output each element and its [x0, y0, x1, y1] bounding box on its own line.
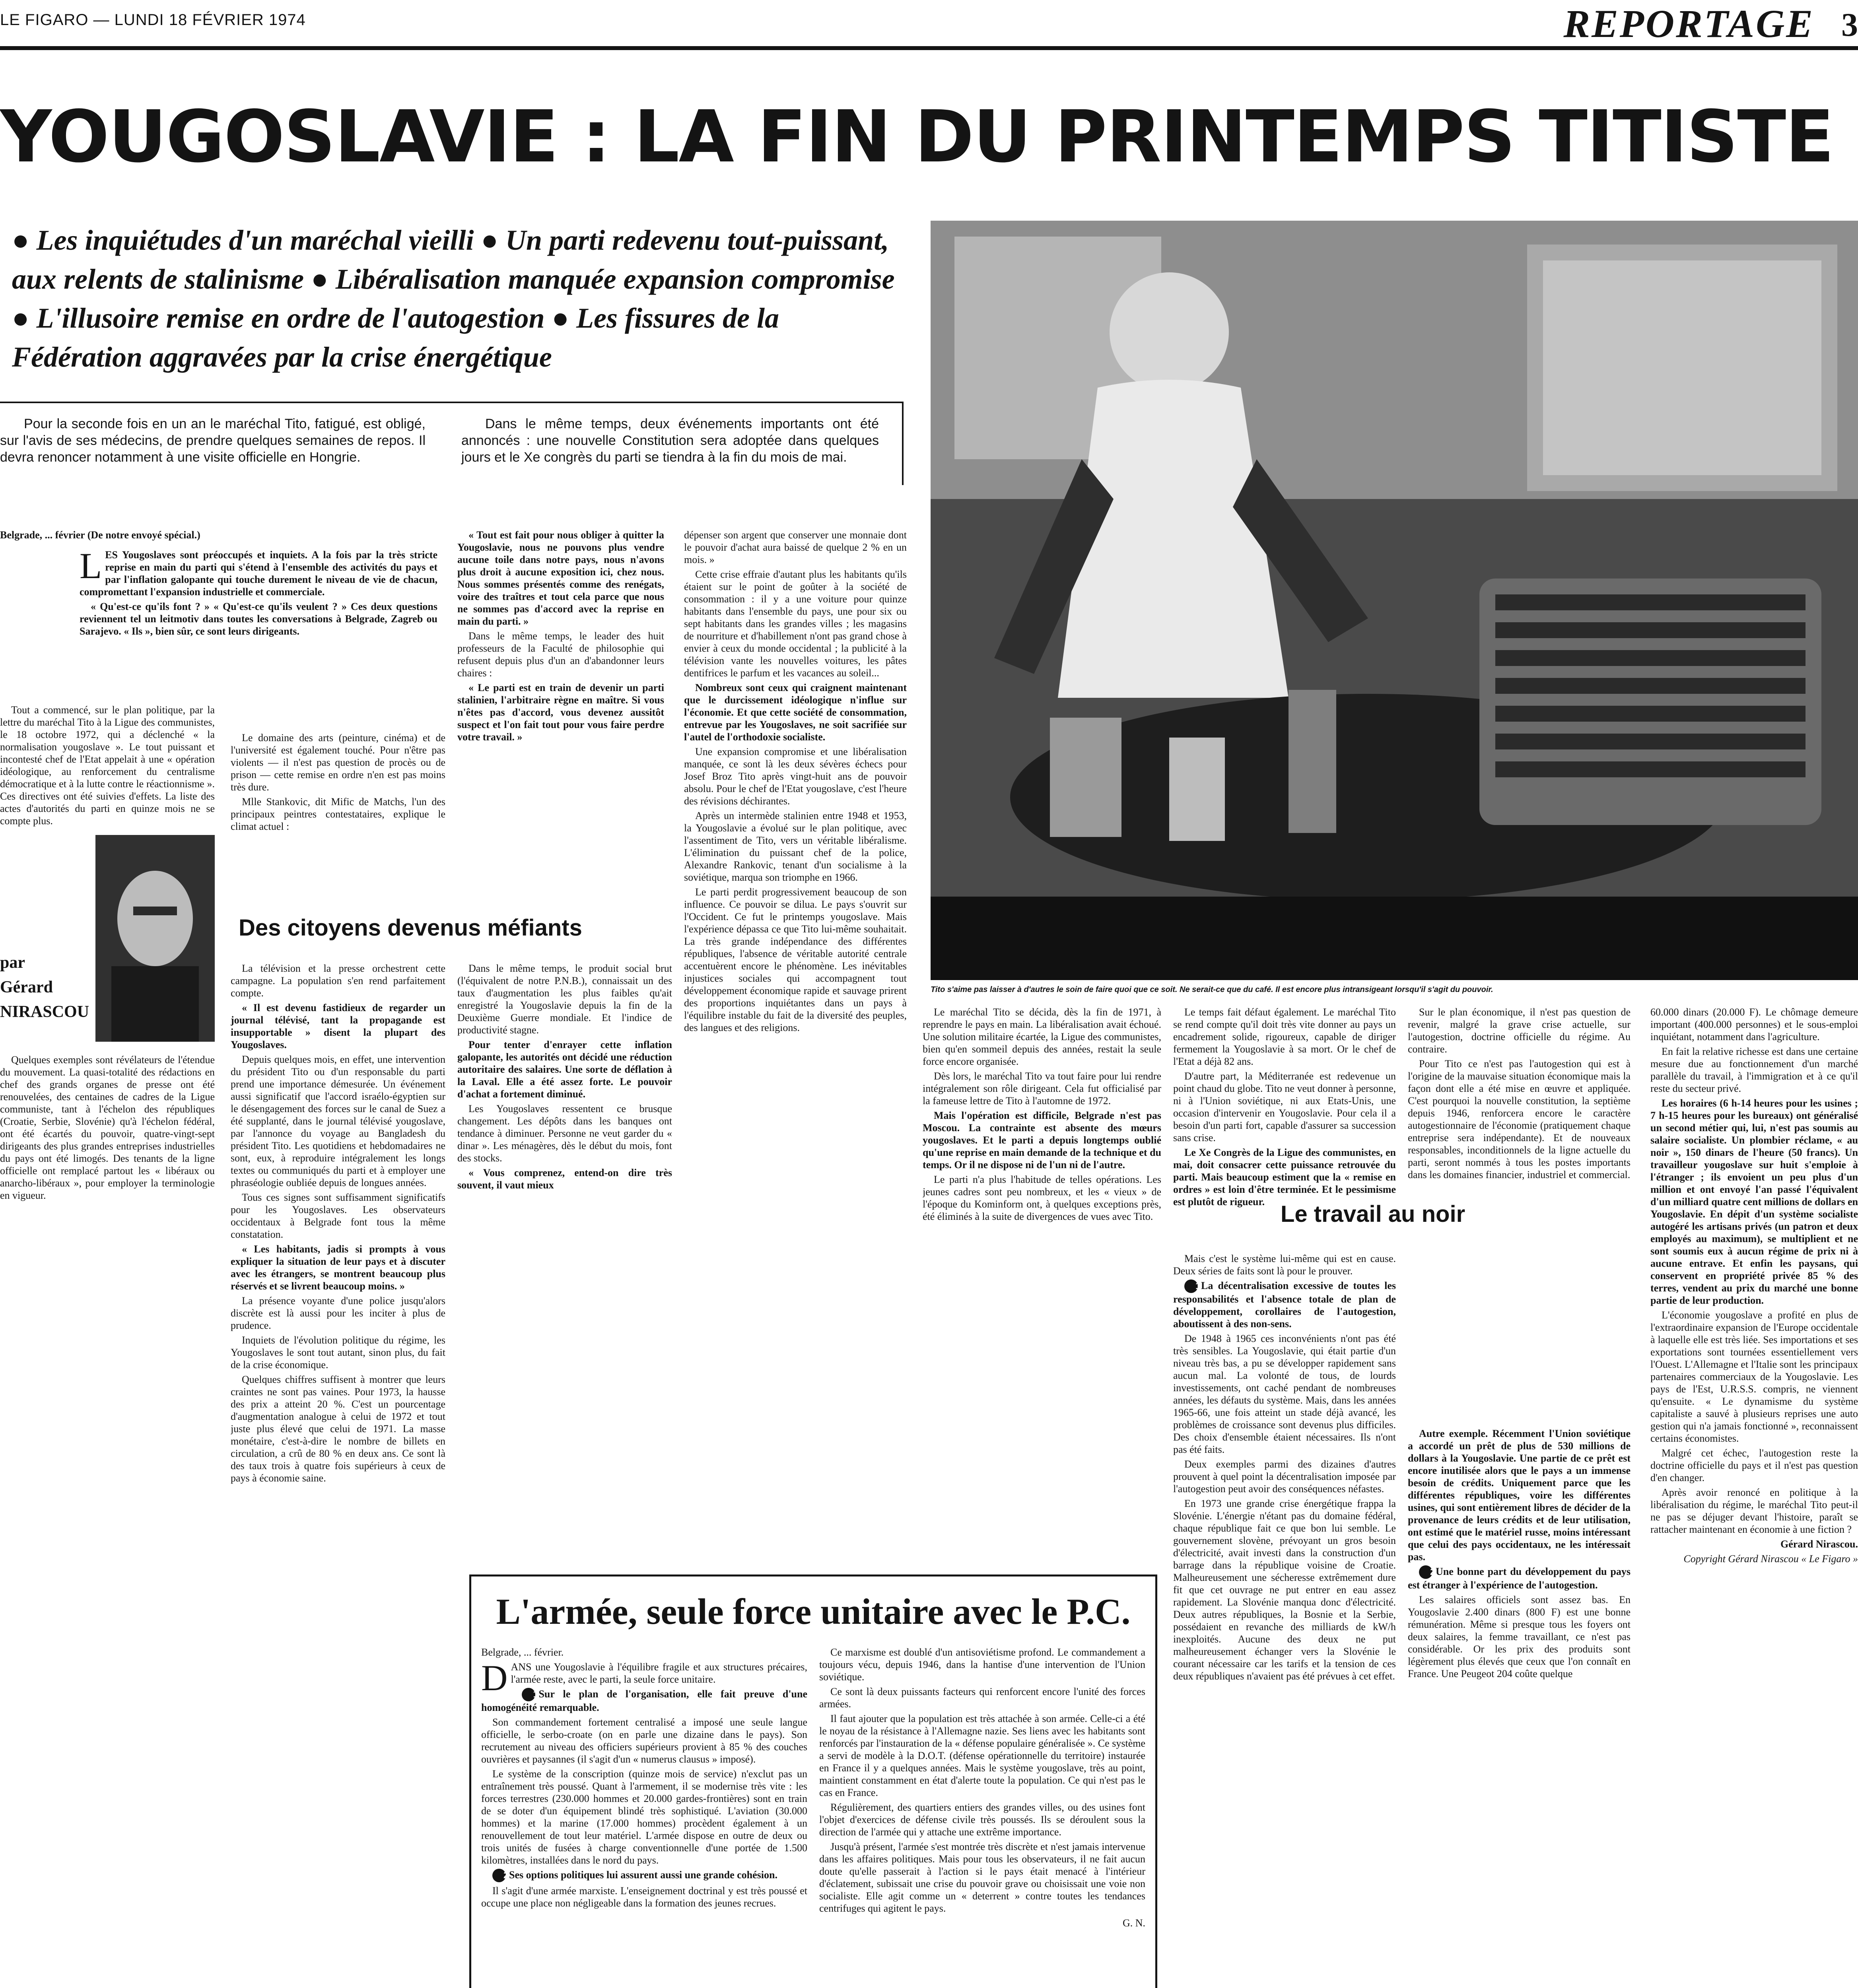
quote: « Les habitants, jadis si prompts à vous expliquer la situation de leur pays et à discuter avec les étrangers, se montrent beaucoup plus réservés et se livrent beaucoup moins. »	[231, 1243, 445, 1292]
number-one-icon: 1	[522, 1688, 535, 1701]
paragraph: dépenser son argent que conserver une monnaie dont le pouvoir d'achat aura baissé de quelque 2 % en un mois. »	[684, 529, 907, 565]
byline-last: NIRASCOU	[0, 1003, 89, 1021]
col2b-quotes	[457, 529, 664, 926]
page-number: 3	[1841, 6, 1858, 43]
numbered-item-text: Ses options politiques lui assurent aussi une grande cohésion.	[509, 1869, 777, 1881]
paragraph: L'économie yougoslave a profité en plus de l'extraordinaire expansion de l'Europe occidentale à laquelle elle est très liée. Ses importations et ses exportations sont tournées essentiellement vers l'Ouest. L'Allemagne et l'Italie sont les principaux partenaires commerciaux de la Yougoslavie. Les pays de l'Est, U.R.S.S. compris, ne viennent qu'ensuite. « Le dynamisme du système capitaliste a sauvé à plusieurs reprises une auto gestion qui n'a jamais fonctionné », reconnaissent certains économistes.	[1650, 1309, 1858, 1444]
deck-list	[12, 221, 899, 377]
deck-item: Les inquiétudes d'un maréchal vieilli	[36, 224, 474, 256]
armee-col-b	[819, 1646, 1145, 1988]
quote: « Il est devenu fastidieux de regarder un journal télévisé, tant la propagande est insupportable » disent la plupart des Yougoslaves.	[231, 1002, 445, 1050]
paragraph: Après avoir renoncé en politique à la libéralisation du régime, le maréchal Tito peut-il ne pas se déjuger devant l'histoire, paraît se rattacher maintenant en économie à une fiction ?	[1650, 1487, 1858, 1535]
col2-top	[231, 732, 445, 986]
paragraph: Pour Tito ce n'est pas l'autogestion qui est à l'origine de la mauvaise situation économique mais la façon dont elle a été mise en œuvre et appliquée. C'est pourquoi la nouvelle constitution, la septième depuis 1946, renforcera encore le caractère autogestionnaire de l'économie (pratiquement chaque entreprise sera indépendante). Et de nouveaux responsables, inconditionnels de la ligne actuelle du parti, seront nommés à tous les postes importants dans les domaines financier, industriel et commercial.	[1408, 1058, 1631, 1180]
travail-col-a	[1173, 1252, 1396, 1988]
paragraph: Il s'agit d'une armée marxiste. L'enseignement doctrinal y est très poussé et occupe une place non négligeable dans la formation des jeunes recrues.	[481, 1885, 807, 1909]
paragraph: En 1973 une grande crise énergétique frappa la Slovénie. L'énergie n'étant pas du domaine fédéral, chaque république fait ce que bon lui semble. Le gouvernement slovène, prévoyant un gros besoin d'électricité, avait investi dans la construction d'un barrage dans la république voisine de Croatie. Malheureusement une sécheresse extrêmement dure fit que cet ouvrage ne put entrer en eau assez rapidement. La Slovénie manqua donc d'électricité. Deux autres républiques, la Bosnie et la Serbie, possédaient en revanche des milliards de kW/h inexploités. Aucune des deux ne put malheureusement échanger vers la Slovénie le courant nécessaire car les tarifs et la tension de ces deux républiques n'avaient pas été prévues à cet effet.	[1173, 1498, 1396, 1682]
paragraph: Il faut ajouter que la population est très attachée à son armée. Celle-ci a été le noyau de la résistance à l'Allemagne nazie. Ses liens avec les habitants sont renforcés par l'instauration de la « défense populaire généralisée ». Ce système a servi de modèle à la D.O.T. (défense opérationnelle du territoire) instaurée en France il y a quelques années. Mais le système yougoslave, très au point, maintient constamment en état d'alerte toute la population. Ce qui n'est pas le cas en France.	[819, 1713, 1145, 1798]
deck-bullet-icon: ●	[12, 302, 37, 334]
paragraph: Le domaine des arts (peinture, cinéma) et de l'université est également touché. Pour n'être pas violents — il n'est pas question de procès ou de prison — cette remise en ordre n'en est pas moins très dure.	[231, 732, 445, 793]
copyright: Copyright Gérard Nirascou « Le Figaro »	[1683, 1553, 1858, 1565]
col1-body-a	[0, 704, 215, 835]
paragraph: Le parti n'a plus l'habitude de telles opérations. Les jeunes cadres sont peu nombreux, et les « vieux » de l'époque du Kominform ont, à quelques exceptions près, été éliminés à la suite de divergences de vues avec Tito.	[923, 1174, 1161, 1222]
subhead-travail: Le travail au noir	[1281, 1201, 1465, 1227]
numbered-item	[1173, 1279, 1396, 1330]
paragraph: Inquiets de l'évolution politique du régime, les Yougoslaves le sont tout autant, sinon plus, du fait de la crise économique.	[231, 1334, 445, 1371]
paragraph: Le Xe Congrès de la Ligue des communistes, en mai, doit consacrer cette puissance retrouvée du parti. Mais beaucoup estiment que la « remise en ordres » est loin d'être terminée. Et le pessimisme est plutôt de rigueur.	[1173, 1147, 1396, 1208]
paragraph: Après un intermède stalinien entre 1948 et 1953, la Yougoslavie a évolué sur le plan politique, avec l'assentiment de Tito, vers un véritable libéralisme. L'élimination du puissant chef de la police, Alexandre Rankovic, tenant d'un socialisme à la soviétique, marqua son triomphe en 1966.	[684, 810, 907, 883]
numbered-item-text: La décentralisation excessive de toutes les responsabilités et l'absence totale de plan de développement, corollaires de l'autogestion, aboutissent à des non-sens.	[1173, 1280, 1396, 1330]
deck-item: Un parti redevenu tout-puissant, aux relents de stalinisme	[12, 224, 889, 295]
travail-col-b	[1408, 1427, 1631, 1988]
paragraph: Tout a commencé, sur le plan politique, par la lettre du maréchal Tito à la Ligue des communistes, le 18 octobre 1972, qui a déclenché « la normalisation yougoslave ». Le tout puissant et incontesté chef de l'Etat appelait à une « opération idéologique, au renforcement du centralisme démocratique et à la lutte contre le réactionnisme ». Ces directives ont été suivies d'effets. La liste des actes d'autorités du parti en quinze mois ne se compte plus.	[0, 704, 215, 827]
col3	[684, 529, 907, 1582]
paragraph: Sur le plan économique, il n'est pas question de revenir, malgré la grave crise actuelle, sur l'autogestion, doctrine officielle du régime. Au contraire.	[1408, 1006, 1631, 1055]
deck-item: Libéralisation manquée expansion compromise	[335, 263, 895, 295]
paragraph: Ce marxisme est doublé d'un antisoviétisme profond. Le commandement a toujours vécu, depuis 1946, dans la hantise d'une intervention de l'Union soviétique.	[819, 1646, 1145, 1683]
paragraph: Jusqu'à présent, l'armée s'est montrée très discrète et n'est jamais intervenue dans les affaires politiques. Mais pour tous les observateurs, il ne fait aucun doute qu'elle passerait à l'action si le pays était menacé à l'intérieur d'éclatement, subissait une crise du pouvoir grave ou choisissait une voie non socialiste. Elle agit comme un « deterrent » contre toutes les tendances centrifuges qui agitent le pays.	[819, 1841, 1145, 1914]
paragraph: Dans le même temps, le leader des huit professeurs de la Faculté de philosophie qui refusent depuis plus d'un an d'abandonner leurs chaires :	[457, 630, 664, 679]
paragraph: Tous ces signes sont suffisamment significatifs pour les Yougoslaves. Les observateurs occidentaux à Belgrade font tous la même constatation.	[231, 1192, 445, 1240]
lead-paragraph: LES Yougoslaves sont préoccupés et inquiets. A la fois par la très stricte reprise en main du parti qui s'étend à l'ensemble des activités du pays et par l'inflation galopante qui touche durement le niveau de vie de chacun, compromettant l'expansion industrielle et commerciale.	[80, 549, 437, 598]
quote: « Le parti est en train de devenir un parti stalinien, l'arbitraire règne en maître. Si vous n'êtes pas d'accord, vous devenez aussitôt suspect et l'on fait tout pour vous faire perdre votre travail. »	[457, 682, 664, 743]
numbered-item	[481, 1869, 807, 1882]
quote: « Tout est fait pour nous obliger à quitter la Yougoslavie, nous ne pouvons plus vendre aucune toile dans notre pays, nous n'avons plus droit à aucune exposition ici, chez nous. Nous sommes présentés comme des renégats, voire des traîtres et tout cela parce que nous ne sommes pas d'accord avec la reprise en main du parti. »	[457, 529, 664, 627]
paragraph: Les horaires (6 h-14 heures pour les usines ; 7 h-15 heures pour les bureaux) ont généralisé un second métier qui, lui, n'est pas soumis au salaire socialiste. Un plombier réclame, « au noir », 150 dinars de l'heure (50 francs). Un travailleur yougoslave sur huit s'emploie à l'étranger ; ils envoient un peu plus d'un million et ont envoyé l'an passé l'équivalent d'un milliard quatre cent millions de dollars en Yougoslavie. En dépit d'un système socialiste autogéré les artisans privés (un patron et deux employés au maximum), se multiplient et ne sont soumis eux à aucun régime de prix ni à aucune entrave. Et enfin les paysans, qui conservent en propriété privée 85 % des terres, vendent au prix du marché une bonne partie de leur production.	[1650, 1097, 1858, 1306]
photo-caption: Tito s'aime pas laisser à d'autres le soin de faire quoi que ce soit. Ne serait-ce que du café. Il est encore plus intransigeant lorsqu'il s'agit du pouvoir.	[931, 985, 1493, 994]
dateline: Belgrade, ... février (De notre envoyé spécial.)	[0, 529, 200, 541]
byline	[0, 950, 89, 1024]
deck-item: L'illusoire remise en ordre de l'autogestion	[36, 302, 545, 334]
armee-col-a	[481, 1646, 807, 1988]
masthead-rule	[0, 46, 1858, 50]
number-two-icon: 2	[492, 1869, 506, 1882]
paragraph: Autre exemple. Récemment l'Union soviétique a accordé un prêt de plus de 530 millions de dollars à la Yougoslavie. Une partie de ce prêt est encore inutilisée alors que le pays a un immense besoin de crédits. Uniquement parce que les différentes républiques, voire les différentes usines, qui sont entièrement libres de décider de la provenance de leurs crédits et de leur utilisation, ont estimé que le matériel russe, moins intéressant que celui des pays occidentaux, ne les intéressait pas.	[1408, 1428, 1631, 1563]
paper-info: LE FIGARO — LUNDI 18 FÉVRIER 1974	[0, 11, 306, 29]
deck-bullet-icon: ●	[552, 302, 577, 334]
chapo-right: Dans le même temps, deux événements importants ont été annoncés : une nouvelle Constitution sera adoptée dans quelques jours et le Xe congrès du parti se tiendra à la fin du mois de mai.	[461, 416, 879, 465]
citoyens-col-b	[457, 962, 672, 1582]
col4	[923, 1006, 1161, 1578]
signature: Gérard Nirascou.	[1780, 1538, 1858, 1550]
dateline: Belgrade, ... février.	[481, 1646, 564, 1658]
quote: « Vous comprenez, entend-on dire très souvent, il vaut mieux	[457, 1167, 672, 1191]
citoyens-col-a	[231, 962, 445, 1797]
paragraph: Les salaires officiels sont assez bas. En Yougoslavie 2.400 dinars (800 F) est une bonne rémunération. Même si presque tous les foyers ont deux salaires, la femme travaillant, ce n'est pas considérable. Or les prix des produits sont légèrement plus élevés que ceux que l'on connaît en France. Une Peugeot 204 coûte quelque	[1408, 1594, 1631, 1679]
paragraph: Deux exemples parmi des dizaines d'autres prouvent à quel point la décentralisation imposée par l'autogestion peut avoir des conséquences néfastes.	[1173, 1458, 1396, 1495]
paragraph: Quelques chiffres suffisent à montrer que leurs craintes ne sont pas vaines. Pour 1973, la hausse des prix a atteint 20 %. C'est un pourcentage d'augmentation analogue à celui de 1972 et tout juste plus élevé que celui de 1971. La masse monétaire, c'est-à-dire le nombre de billets en circulation, a crû de 80 % en deux ans. Ce sont là des taux trois à quatre fois supérieurs à ceux de pays à économie saine.	[231, 1374, 445, 1484]
deck-bullet-icon: ●	[311, 263, 336, 295]
lead-paragraph: DANS une Yougoslavie à l'équilibre fragile et aux structures précaires, l'armée reste, avec le parti, la seule force unitaire.	[481, 1658, 807, 1698]
paragraph: Quelques exemples sont révélateurs de l'étendue du mouvement. La quasi-totalité des rédactions en chef des grands organes de presse ont été renouvelées, des centaines de cadres de la Ligue communiste, tant à l'échelon des républiques (Croatie, Serbie, Slovénie) qu'à l'échelon fédéral, ont été écartés du pouvoir, quatre-vingt-sept dirigeants des plus grandes entreprises industrielles du pays ont été limogés. Des tenants de la ligne officielle ont remplacé partout les « libéraux ou anarcho-libéraux », pour employer la terminologie en vigueur.	[0, 1054, 215, 1201]
paragraph: 60.000 dinars (20.000 F). Le chômage demeure important (400.000 personnes) et le sous-emploi inquiétant, notamment dans l'agriculture.	[1650, 1006, 1858, 1043]
numbered-item-text: Sur le plan de l'organisation, elle fait preuve d'une homogénéité remarquable.	[481, 1688, 807, 1713]
portrait-image	[95, 835, 215, 1042]
paragraph: D'autre part, la Méditerranée est redevenue un point chaud du globe. Tito ne veut donner à personne, ni à l'Union soviétique, ni aux Etats-Unis, une occasion d'intervenir en Yougoslavie. Pour cela il a besoin d'un parti fort, capable d'assurer sa succession sans crise.	[1173, 1070, 1396, 1143]
col1-body-b	[0, 1054, 215, 1670]
number-one-icon: 1	[1184, 1279, 1198, 1293]
paragraph: Son commandement fortement centralisé a imposé une seule langue officielle, le serbo-croate (on en parle une dizaine dans le pays). Son recrutement au niveau des officiers supérieurs provient à 85 % des couches ouvrières et paysannes (il s'agit d'un « numerus clausus » imposé).	[481, 1716, 807, 1765]
col7	[1650, 1006, 1858, 1988]
paragraph: Mais c'est le système lui-même qui est en cause. Deux séries de faits sont là pour le prouver.	[1173, 1253, 1396, 1277]
byline-first: Gérard	[0, 978, 53, 996]
paragraph: Pour tenter d'enrayer cette inflation galopante, les autorités ont décidé une réduction autoritaire des salaires. Une sorte de déflation à la Laval. Elle a été assez forte. Le pouvoir d'achat a fortement diminué.	[457, 1039, 672, 1100]
paragraph: Le temps fait défaut également. Le maréchal Tito se rend compte qu'il doit très vite donner au pays un encadrement solide, rigoureux, capable de diriger fermement la Yougoslavie à sa mort. Or le chef de l'Etat a déjà 82 ans.	[1173, 1006, 1396, 1067]
paragraph: Dans le même temps, le produit social brut (l'équivalent de notre P.N.B.), connaissait un des taux d'augmentation les plus faibles qu'ait enregistré la Yougoslavie depuis la fin de la Deuxième Guerre mondiale. Et l'indice de productivité stagne.	[457, 963, 672, 1036]
paragraph: Depuis quelques mois, en effet, une intervention du président Tito ou d'un responsable du parti prend une importance démesurée. Un événement aussi significatif que l'accord israélo-égyptien sur le désengagement des forces sur le canal de Suez a été supplanté, dans le journal télévisé yougoslave, par l'annonce du voyage au Bangladesh du président Tito. Les quotidiens et hebdomadaires ne sont, eux, à reproduire intégralement les longs textes ou communiqués du parti et à employer une phraséologie oubliée depuis de longues années.	[231, 1054, 445, 1188]
deck-item: Les fissures de la Fédération aggravées par la crise énergétique	[12, 302, 779, 373]
paragraph: De 1948 à 1965 ces inconvénients n'ont pas été très sensibles. La Yougoslavie, qui était partie d'un niveau très bas, a pu se développer rapidement sans aucun mal. La volonté de tous, de lourds investissements, ont caché pendant de nombreuses années, les défauts du système. Mais, dans les années 1965-66, une fois atteint un stade déjà avancé, les problèmes de croissance sont devenus plus difficiles. Des choix d'ensemble étaient nécessaires. Ils n'ont pas été faits.	[1173, 1333, 1396, 1455]
byline-par: par	[0, 953, 25, 972]
tito-photo	[931, 221, 1858, 980]
paragraph: La télévision et la presse orchestrent cette campagne. La population s'en rend parfaitement compte.	[231, 963, 445, 999]
numbered-item	[1408, 1565, 1631, 1591]
headline: YOUGOSLAVIE : LA FIN DU PRINTEMPS TITISTE	[0, 95, 1834, 179]
paragraph: Le système de la conscription (quinze mois de service) n'exclut pas un entraînement très poussé. Quant à l'armement, il se modernise très vite : les forces terrestres (230.000 hommes et 20.000 gardes-frontières) sont en train de se doter d'un équipement blindé très sophistiqué. L'aviation (30.000 hommes) et la marine (17.000 hommes) procèdent également à un renouvellement de tout leur matériel. L'armée dispose en outre de deux ou trois unités de fusées à charge conventionnelle d'une portée de 1.500 kilomètres, installées dans le nord du pays.	[481, 1768, 807, 1866]
author-portrait	[95, 835, 215, 1042]
signature: G. N.	[1122, 1917, 1145, 1929]
armee-title: L'armée, seule force unitaire avec le P.C.	[496, 1591, 1131, 1632]
paragraph: La présence voyante d'une police jusqu'alors discrète est là aussi pour les inciter à plus de prudence.	[231, 1295, 445, 1331]
numbered-item-text: Une bonne part du développement du pays est étranger à l'expérience de l'autogestion.	[1408, 1566, 1631, 1591]
rubric-title: REPORTAGE	[1563, 2, 1814, 46]
number-two-icon: 2	[1419, 1565, 1432, 1579]
paragraph: Cette crise effraie d'autant plus les habitants qu'ils étaient sur le point de goûter à la société de consommation : il y a une voiture pour quinze habitants dans l'ensemble du pays, une pour six ou sept habitants dans les grandes villes ; les magasins de nourriture et d'habillement n'ont pas grand chose à envier à ceux du monde occidental ; la publicité à la télévision vante les nouvelles voitures, les pâtes dentifrices le parfum et les vacances au soleil...	[684, 569, 907, 679]
lead-questions: « Qu'est-ce qu'ils font ? » « Qu'est-ce qu'ils veulent ? » Ces deux questions reviennent tel un leitmotiv dans toutes les conversations à Belgrade, Zagreb ou Sarajevo. « Ils », bien sûr, ce sont leurs dirigeants.	[80, 601, 437, 637]
chapo-rule-side	[902, 402, 904, 485]
paragraph: Le parti perdit progressivement beaucoup de son influence. Ce pouvoir se dilua. Le pays s'ouvrit sur l'Occident. Ce fut le printemps yougoslave. Mais l'expérience dépassa ce que Tito lui-même souhaitait. La très grande indépendance des différentes républiques, l'absence de véritable autorité centrale accentuèrent encore le phénomène. Les inévitables injustices sociales qui accompagnent tout développement économique rapide et sauvage prirent des proportions inquiétantes dans un pays à l'équilibre instable du fait de la diversité des peuples, des langues et des religions.	[684, 886, 907, 1033]
paragraph: Nombreux sont ceux qui craignent maintenant que le durcissement idéologique n'influe sur l'économie. Et que cette société de consommation, entrevue par les Yougoslaves, ne soit sacrifiée sur l'autel de l'orthodoxie socialiste.	[684, 682, 907, 743]
paragraph: Les Yougoslaves ressentent ce brusque changement. Les dépôts dans les banques ont tendance à diminuer. Personne ne veut garder du « dinar ». Les ménagères, dès le début du mois, font des stocks.	[457, 1103, 672, 1164]
paragraph: Mlle Stankovic, dit Mific de Matchs, l'un des principaux peintres contestataires, explique le climat actuel :	[231, 796, 445, 832]
paragraph: Mais l'opération est difficile, Belgrade n'est pas Moscou. La contrainte est absente des mœurs yougoslaves. Et le parti a depuis longtemps oublié qu'une reprise en main demande de la technique et du temps. Or il ne dispose ni de l'un ni de l'autre.	[923, 1110, 1161, 1171]
deck-bullet-icon: ●	[481, 224, 506, 256]
paragraph: Ce sont là deux puissants facteurs qui renforcent encore l'unité des forces armées.	[819, 1686, 1145, 1710]
paragraph: Le maréchal Tito se décida, dès la fin de 1971, à reprendre le pays en main. La libéralisation avait échoué. Une solution militaire écartée, la Ligue des communistes, bien qu'en sommeil depuis des années, restait la seule force encore organisée.	[923, 1006, 1161, 1067]
paragraph: Régulièrement, des quartiers entiers des grandes villes, ou des usines font l'objet d'exercices de défense civile très poussés. Ils se déroulent sous la direction de l'armée qui y attache une extrême importance.	[819, 1802, 1145, 1838]
paragraph: Malgré cet échec, l'autogestion reste la doctrine officielle du pays et il n'est pas question d'en changer.	[1650, 1447, 1858, 1483]
paragraph: Une expansion compromise et une libéralisation manquée, ce sont là les deux sévères échecs pour Josef Broz Tito après vingt-huit ans de pouvoir absolu. Pour le chef de l'Etat yougoslave, c'est l'heure des révisions déchirantes.	[684, 746, 907, 807]
paragraph: En fait la relative richesse est dans une certaine mesure due au fonctionnement d'un marché parallèle du travail, à l'immigration et à ce qu'il reste du secteur privé.	[1650, 1046, 1858, 1094]
deck-bullet-icon: ●	[12, 224, 37, 256]
photo-illustration	[931, 221, 1858, 980]
subhead-citoyens: Des citoyens devenus méfiants	[239, 915, 582, 941]
paragraph: Dès lors, le maréchal Tito va tout faire pour lui rendre intégralement son rôle dirigeant. Cela fut officialisé par la fameuse lettre de Tito à l'automne de 1972.	[923, 1070, 1161, 1107]
chapo-left: Pour la seconde fois en un an le maréchal Tito, fatigué, est obligé, sur l'avis de ses médecins, de prendre quelques semaines de repos. Il devra renoncer notamment à une visite officielle en Hongrie.	[0, 416, 426, 465]
chapo-rule-top	[0, 402, 903, 403]
numbered-item	[481, 1688, 807, 1714]
